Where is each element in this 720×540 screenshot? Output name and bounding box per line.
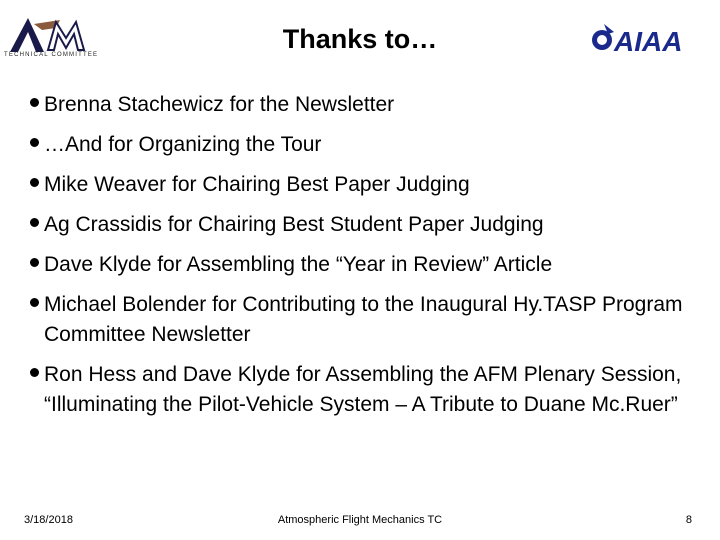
aiaa-logo xyxy=(590,22,710,58)
bullet-item xyxy=(28,210,708,240)
page-number: 8 xyxy=(685,514,692,526)
bullet-dot-icon xyxy=(28,290,44,320)
bullet-dot-icon xyxy=(28,130,44,160)
footer-title: Atmospheric Flight Mechanics TC xyxy=(277,514,443,526)
bullet-text: Michael Bolender for Contributing to the Inaugural Hy.TASP Program Committee Newsletter xyxy=(44,293,683,346)
bullet-dot-icon xyxy=(28,250,44,280)
footer-date: 3/18/2018 xyxy=(24,514,73,526)
afm-logo-icon xyxy=(4,14,104,54)
bullet-text: Dave Klyde for Assembling the “Year in Review” Article xyxy=(44,253,553,276)
bullet-list xyxy=(28,90,708,430)
aiaa-logo-text: AIAA xyxy=(614,26,683,57)
bullet-item xyxy=(28,170,708,200)
bullet-text: Ron Hess and Dave Klyde for Assembling the AFM Plenary Session, “Illuminating the Pilot-Vehicle System – A Tribute to Duane Mc.Ruer” xyxy=(44,363,682,416)
bullet-text: …And for Organizing the Tour xyxy=(44,133,322,156)
bullet-item xyxy=(28,90,708,120)
bullet-dot-icon xyxy=(28,90,44,120)
afm-caption: TECHNICAL COMMITTEE xyxy=(4,52,99,58)
bullet-dot-icon xyxy=(28,360,44,390)
bullet-item xyxy=(28,250,708,280)
bullet-text: Brenna Stachewicz for the Newsletter xyxy=(44,93,395,116)
bullet-dot-icon xyxy=(28,170,44,200)
aiaa-logo-icon xyxy=(590,22,710,58)
bullet-text: Ag Crassidis for Chairing Best Student Paper Judging xyxy=(44,213,544,236)
slide-footer xyxy=(0,514,720,530)
bullet-item xyxy=(28,360,708,420)
bullet-text: Mike Weaver for Chairing Best Paper Judging xyxy=(44,173,470,196)
bullet-item xyxy=(28,130,708,160)
slide-title: Thanks to… xyxy=(282,24,438,54)
bullet-item xyxy=(28,290,708,350)
bullet-dot-icon xyxy=(28,210,44,240)
